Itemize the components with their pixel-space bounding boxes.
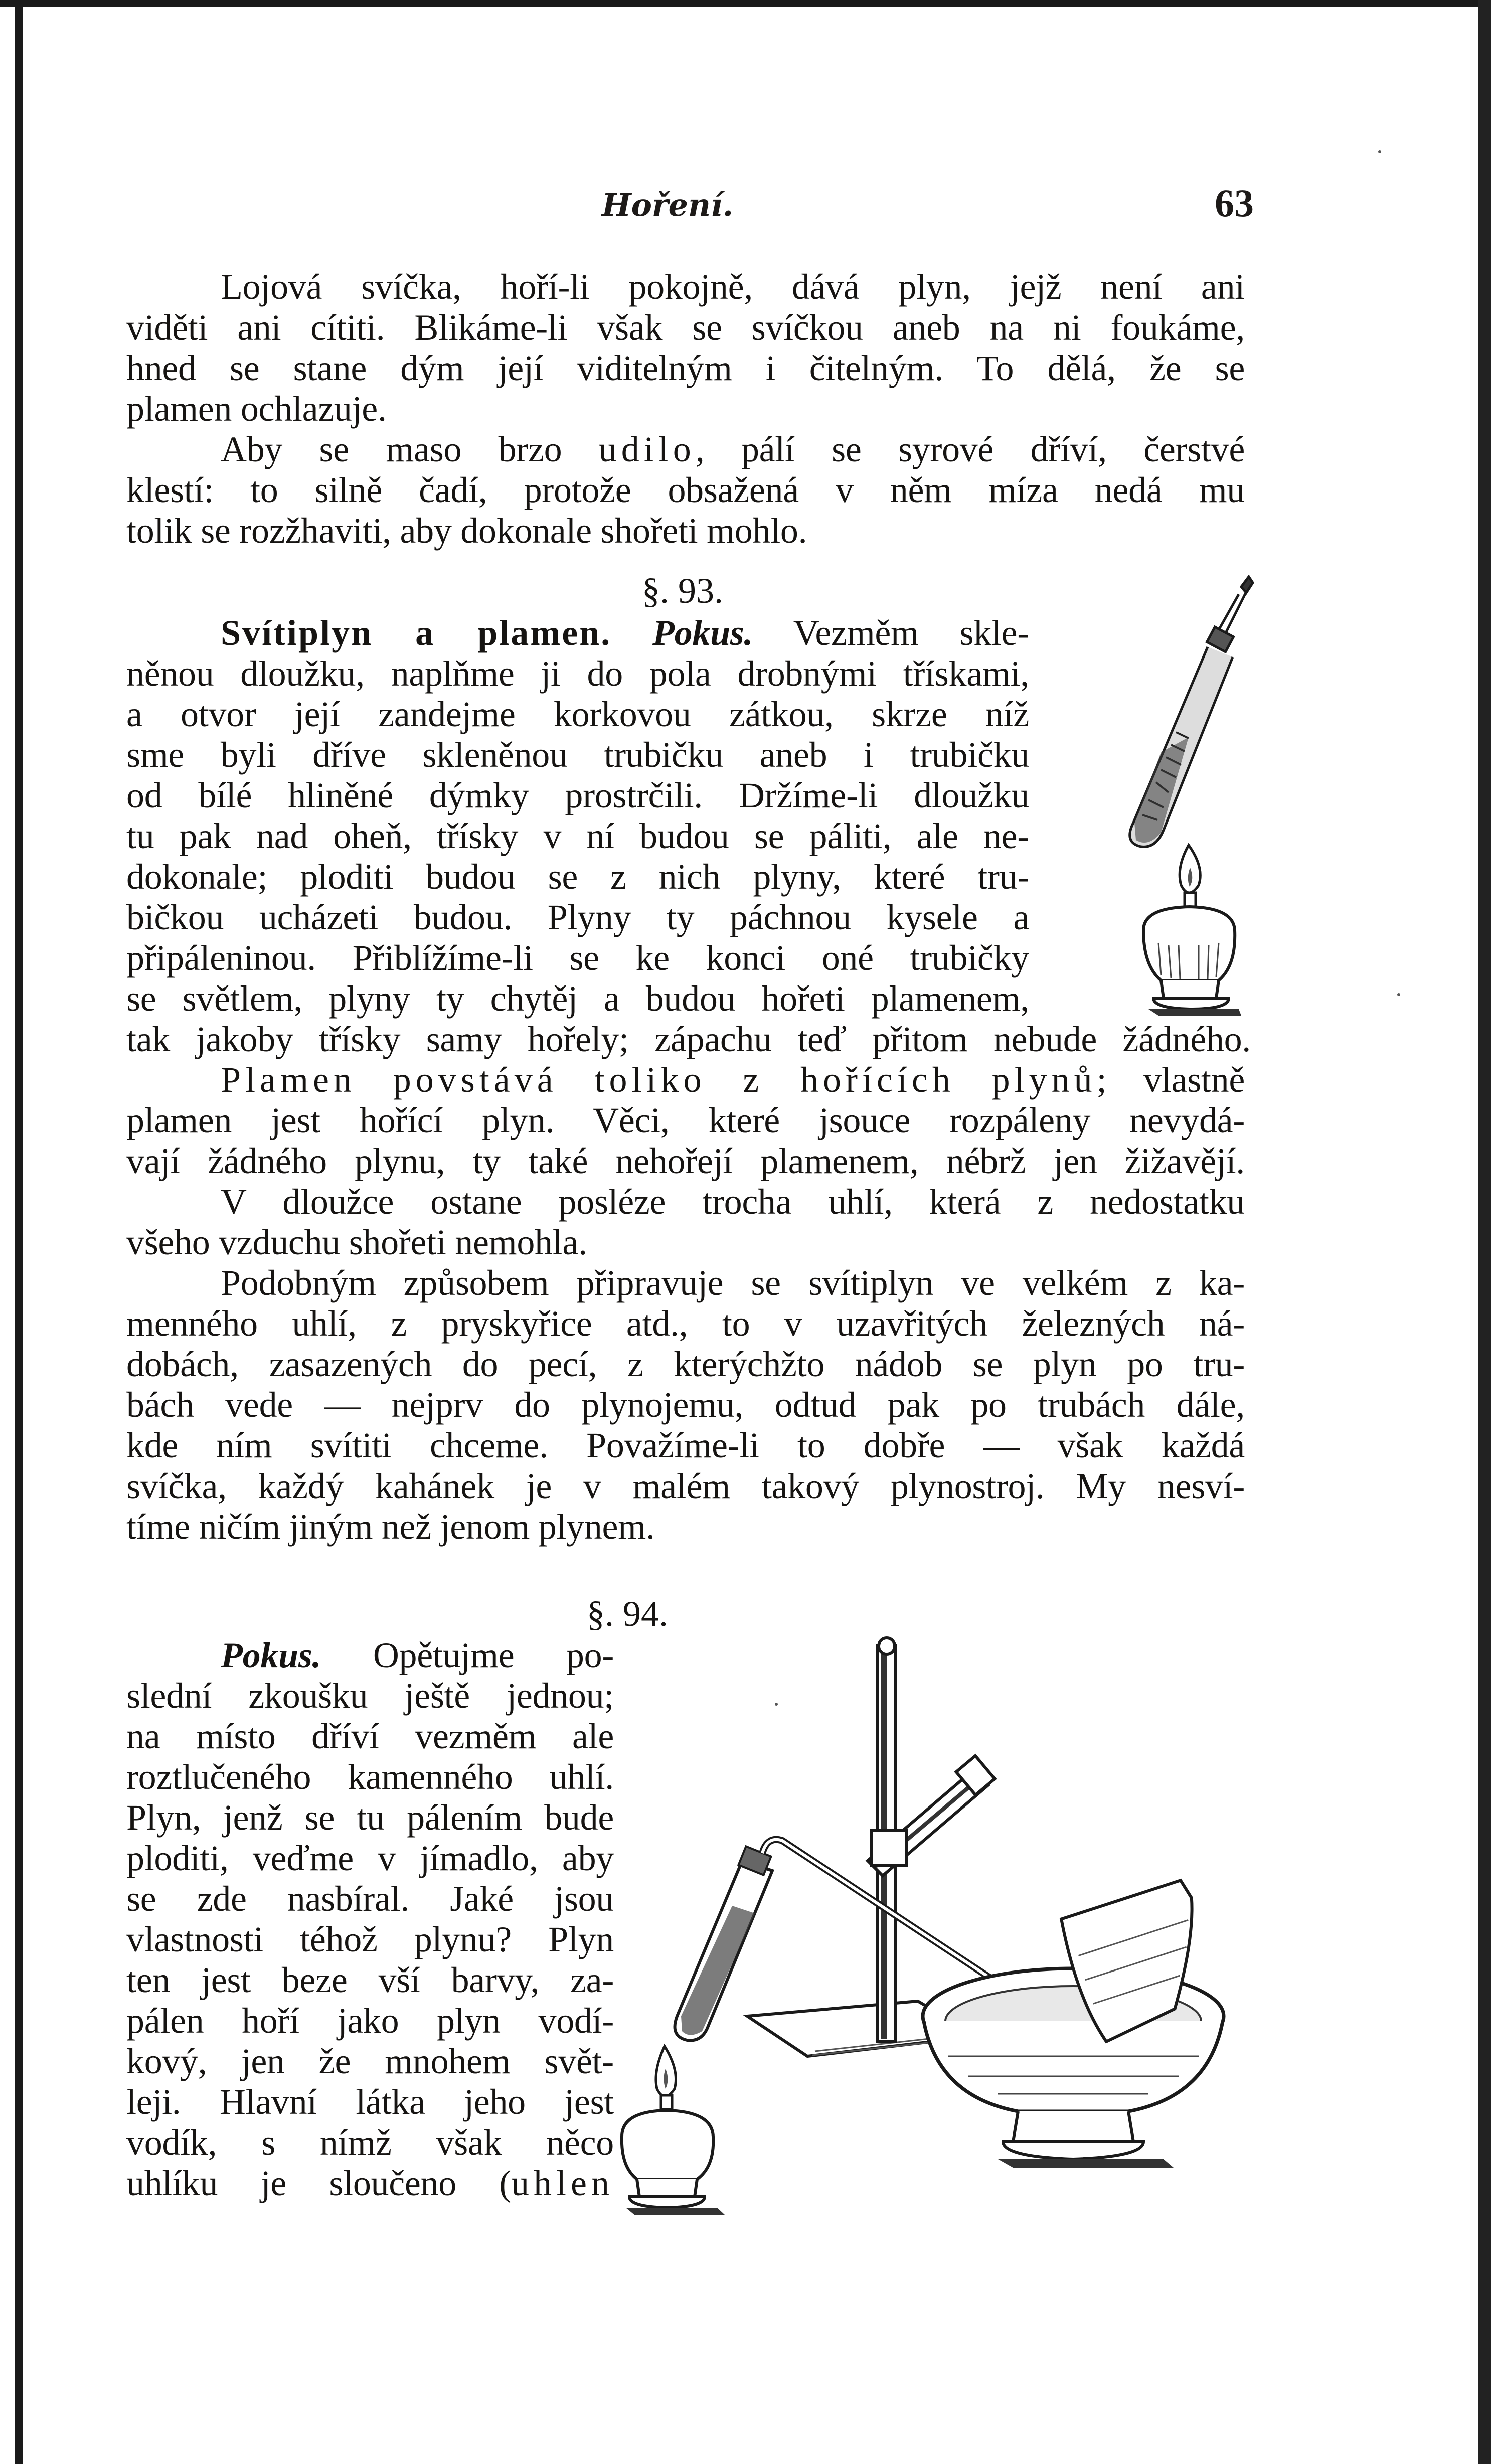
spaced-word: udilo: [598, 429, 696, 469]
text-line: dokonale; ploditi budou se z nich plyny, které tru-: [126, 857, 1029, 897]
text-line: vodík, s nímž však něco: [126, 2122, 614, 2163]
text-line: tak jakoby třísky samy hořely; zápachu teď přitom nebude žádného.: [126, 1019, 1251, 1059]
text-line: klestí: to silně čadí, protože obsažená v něm míza nedá mu: [126, 470, 1245, 510]
text-line: bičkou ucházeti budou. Plyny ty páchnou kysele a: [126, 897, 1029, 937]
spaced-phrase: Plamen povstává toliko z hořících plynů;: [221, 1060, 1111, 1100]
speck: [1378, 150, 1381, 153]
text-line: Plyn, jenž se tu pálením bude: [126, 1797, 614, 1838]
text-line: viděti ani cítiti. Blikáme-li však se svíčkou aneb na ni foukáme,: [126, 307, 1245, 348]
text-line: hned se stane dým její viditelným i čitelným. To dělá, že se: [126, 348, 1245, 388]
text-line: něnou dloužku, naplňme ji do pola drobnými třískami,: [126, 653, 1029, 694]
gas-collection-apparatus-illustration: [617, 1635, 1254, 2257]
text-line: vají žádného plynu, ty také nehořejí plamenem, nébrž jen žižavějí.: [126, 1141, 1245, 1181]
text-line: Aby se maso brzo udilo, pálí se syrové dříví, čerstvé: [221, 429, 1245, 469]
text-line: uhlíku je sloučeno (uhlen: [126, 2163, 614, 2203]
text-line: všeho vzduchu shořeti nemohla.: [126, 1222, 587, 1262]
text-line: tíme ničím jiným než jenom plynem.: [126, 1507, 655, 1547]
text-line: Pokus. Opětujme po-: [221, 1635, 614, 1675]
text-line: svíčka, každý kahánek je v malém takový plynostroj. My nesví-: [126, 1466, 1245, 1506]
text-line: se zde nasbíral. Jaké jsou: [126, 1879, 614, 1919]
speck: [775, 1703, 778, 1706]
text-line: Lojová svíčka, hoří-li pokojně, dává plyn, jejž není ani: [221, 267, 1245, 307]
text-line: připáleninou. Přiblížíme-li se ke konci oné trubičky: [126, 938, 1029, 978]
spaced-word: uhlen: [511, 2163, 614, 2203]
text-line: sme byli dříve skleněnou trubičku aneb i trubičku: [126, 735, 1029, 775]
text-line: Podobným způsobem připravuje se svítiplyn ve velkém z ka-: [221, 1263, 1245, 1303]
text-line: kde ním svítiti chceme. Považíme-li to dobře — však každá: [126, 1425, 1245, 1465]
text-line: leji. Hlavní látka jeho jest: [126, 2082, 614, 2122]
text-line: tolik se rozžhaviti, aby dokonale shořeti mohlo.: [126, 511, 807, 551]
text-line: a otvor její zandejme korkovou zátkou, skrze níž: [126, 694, 1029, 734]
text-line: vlastnosti téhož plynu? Plyn: [126, 1919, 614, 1959]
text-line: pálen hoří jako plyn vodí-: [126, 2001, 614, 2041]
text-line: Svítiplyn a plamen. Pokus. Vezměm skle-: [221, 613, 1029, 653]
text-line: tu pak nad oheň, třísky v ní budou se páliti, ale ne-: [126, 816, 1029, 856]
section-title: Svítiplyn a plamen.: [221, 613, 612, 653]
section-mark-93: §. 93.: [642, 571, 723, 611]
tube-over-lamp-illustration: [1073, 572, 1254, 1053]
pokus-label: Pokus.: [221, 1635, 321, 1675]
text-line: V dloužce ostane posléze trocha uhlí, která z nedostatku: [221, 1182, 1245, 1222]
text-line: menného uhlí, z pryskyřice atd., to v uzavřitých železných ná-: [126, 1303, 1245, 1344]
text-line: plamen jest hořící plyn. Věci, které jsouce rozpáleny nevydá-: [126, 1100, 1245, 1140]
text-line: Plamen povstává toliko z hořících plynů; vlastně: [221, 1060, 1245, 1100]
text-line: ten jest beze vší barvy, za-: [126, 1960, 614, 2000]
text-line: plamen ochlazuje.: [126, 389, 387, 429]
page-edge-left: [15, 0, 23, 2464]
text-line: dobách, zasazených do pecí, z kterýchžto nádob se plyn po tru-: [126, 1344, 1245, 1384]
text-line: bách vede — nejprv do plynojemu, odtud pak po trubách dále,: [126, 1385, 1245, 1425]
speck: [1397, 993, 1400, 996]
text-line: ploditi, veďme v jímadlo, aby: [126, 1838, 614, 1878]
text-line: se světlem, plyny ty chytěj a budou hořeti plamenem,: [126, 978, 1029, 1019]
text-line: roztlučeného kamenného uhlí.: [126, 1757, 614, 1797]
text-line: slední zkoušku ještě jednou;: [126, 1676, 614, 1716]
section-mark-94: §. 94.: [587, 1594, 668, 1634]
page-edge-top: [0, 0, 1491, 7]
pokus-label: Pokus.: [652, 613, 753, 653]
running-title: Hoření.: [602, 187, 734, 223]
page-number: 63: [1215, 181, 1254, 225]
text-line: kový, jen že mnohem svět-: [126, 2041, 614, 2081]
page-edge-right: [1478, 0, 1491, 2464]
text-line: na místo dříví vezměm ale: [126, 1716, 614, 1756]
text-line: od bílé hliněné dýmky prostrčili. Držíme-li dloužku: [126, 775, 1029, 815]
